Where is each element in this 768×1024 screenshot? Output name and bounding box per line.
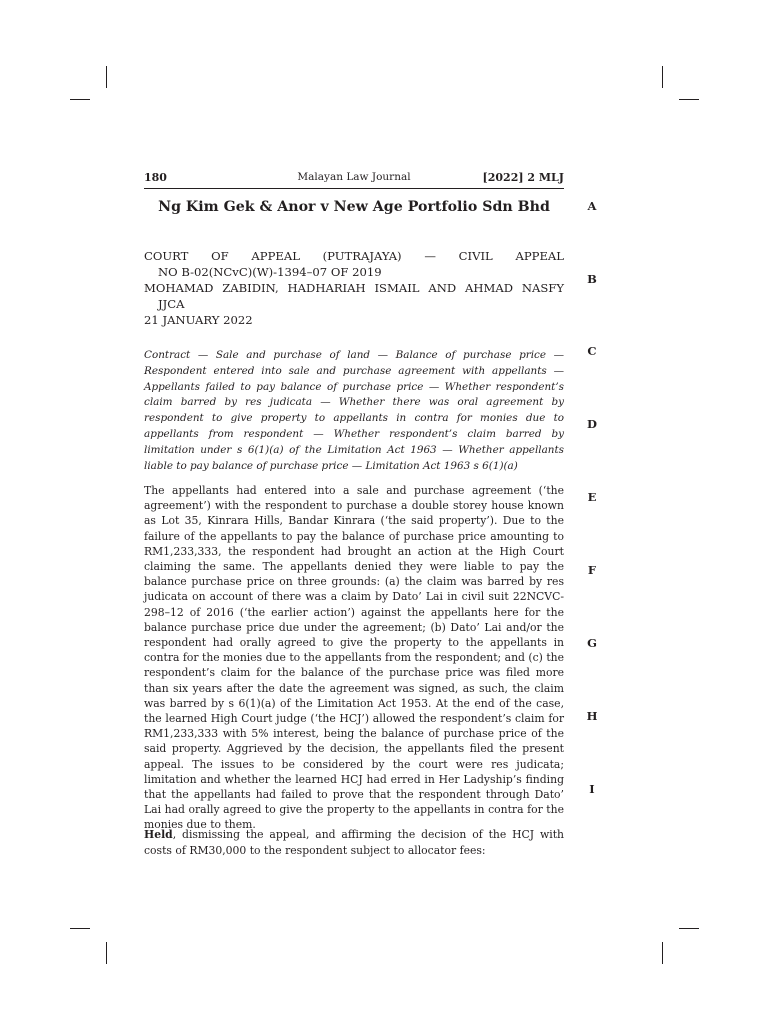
crop-mark	[70, 99, 90, 100]
crop-mark	[662, 942, 663, 964]
judges-line: MOHAMAD ZABIDIN, HADHARIAH ISMAIL AND AHMAD NASFY	[144, 281, 564, 295]
held-text: , dismissing the appeal, and affirming the decision of the HCJ with costs of RM30,000 to the respondent subject to allocator fees:	[144, 828, 564, 857]
margin-letter-h: H	[586, 709, 598, 723]
catchwords: Contract — Sale and purchase of land — Balance of purchase price — Respondent entered into sale and purchase agreement with appellants — Appellants failed to pay balance of purchase price — Whether respondent’s claim barred by res judicata — Whether there was oral agreement by respondent to give property to appellants in contra for monies due to appellants from respondent — Whether respondent’s claim barred by limitation under s 6(1)(a) of the Limitation Act 1963 — Whether appellants liable to pay balance of purchase price — Limitation Act 1963 s 6(1)(a)	[144, 349, 564, 472]
appeal-number: NO B-02(NCvC)(W)-1394–07 OF 2019	[158, 265, 382, 279]
journal-name: Malayan Law Journal	[297, 171, 411, 183]
crop-mark	[70, 928, 90, 929]
held-paragraph	[144, 827, 564, 859]
margin-letter-i: I	[589, 782, 595, 796]
running-header	[144, 171, 564, 187]
court-line: COURT OF APPEAL (PUTRAJAYA) — CIVIL APPEAL	[144, 249, 564, 263]
crop-mark	[679, 928, 699, 929]
headnote-summary: The appellants had entered into a sale and purchase agreement (‘the agreement’) with the respondent to purchase a double storey house known as Lot 35, Kinrara Hills, Bandar Kinrara (‘the said property’). Due to the failure of the appellants to pay the balance of purchase price amounting to RM1,233,333, the respondent had brought an action at the High Court claiming the same. The appellants denied they were liable to pay the balance purchase price on three grounds: (a) the claim was barred by res judicata on account of there was a claim by Dato’ Lai in civil suit 22NCVC-298–12 of 2016 (‘the earlier action’) against the appellants here for the balance purchase price due under the agreement; (b) Dato’ Lai and/or the respondent had orally agreed to give the property to the appellants in contra for the monies due to the appellants from the respondent; and (c) the respondent’s claim for the balance of the purchase price was filed more than six years after the date the agreement was signed, as such, the claim was barred by s 6(1)(a) of the Limitation Act 1953. At the end of the case, the learned High Court judge (‘the HCJ’) allowed the respondent’s claim for RM1,233,333 with 5% interest, being the balance of purchase price of the said property. Aggrieved by the decision, the appellants filed the present appeal. The issues to be considered by the court were res judicata; limitation and whether the learned HCJ had erred in Her Ladyship’s finding that the appellants had failed to prove that the respondent through Dato’ Lai had orally agreed to give the property to the appellants in contra for the monies due to them.	[144, 484, 564, 832]
margin-letter-a: A	[587, 199, 597, 213]
citation: [2022] 2 MLJ	[482, 171, 564, 184]
case-title: Ng Kim Gek & Anor v New Age Portfolio Sdn Bhd	[158, 199, 550, 215]
crop-mark	[662, 66, 663, 88]
page-number: 180	[144, 171, 167, 184]
header-rule	[144, 188, 564, 189]
margin-letter-f: F	[587, 563, 597, 577]
margin-letter-g: G	[587, 636, 597, 650]
margin-letter-c: C	[587, 344, 597, 358]
margin-letter-e: E	[587, 490, 597, 504]
judges-title: JJCA	[158, 297, 185, 311]
decision-date: 21 JANUARY 2022	[144, 313, 253, 327]
margin-letter-b: B	[587, 272, 597, 286]
margin-letter-d: D	[587, 417, 597, 431]
crop-mark	[106, 66, 107, 88]
crop-mark	[679, 99, 699, 100]
crop-mark	[106, 942, 107, 964]
court-info	[144, 248, 564, 328]
held-label: Held	[144, 828, 173, 841]
